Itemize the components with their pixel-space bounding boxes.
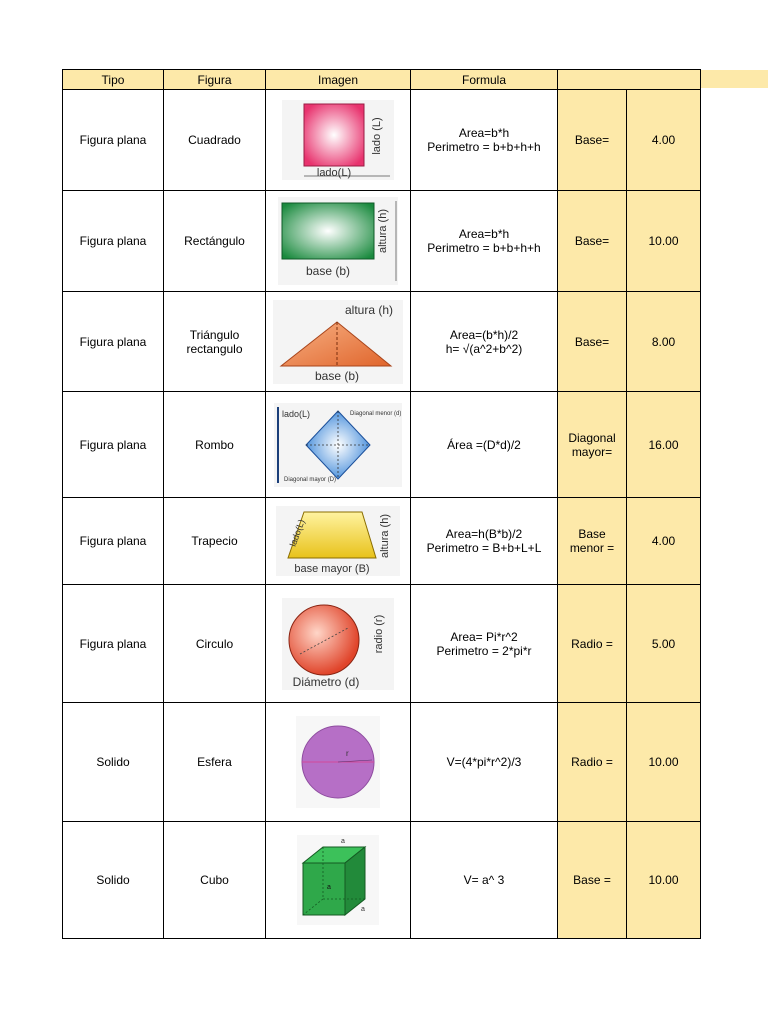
tipo-cell: Figura plana (63, 498, 164, 585)
formula-cell (411, 498, 558, 585)
param-label-cell (558, 392, 627, 498)
image-label: lado(L) (316, 167, 352, 179)
image-label: base mayor (B) (294, 563, 370, 575)
image-label: a (361, 906, 365, 913)
triangle-image (273, 300, 403, 384)
image-label: radio (r) (373, 614, 385, 653)
header-row (63, 70, 701, 90)
formula-line: Perimetro = 2*pi*r (436, 643, 532, 658)
sphere-image (296, 716, 380, 808)
image-label: lado(L) (287, 518, 307, 548)
param-label: menor = (569, 541, 615, 555)
table-row (63, 392, 701, 498)
param-label: mayor= (571, 444, 613, 459)
table-row (63, 822, 701, 939)
formula-line: Area=b*h (458, 126, 510, 140)
figura-cell: Rectángulo (164, 191, 266, 292)
param-value-cell: 10.00 (627, 191, 701, 292)
header-imagen: Imagen (266, 70, 411, 90)
imagen-cell (266, 90, 411, 191)
param-label-cell (558, 90, 627, 191)
rhombus-image (274, 403, 402, 487)
table-row (63, 191, 701, 292)
tipo-cell: Solido (63, 703, 164, 822)
param-value-cell: 8.00 (627, 292, 701, 392)
image-label: altura (h) (377, 208, 389, 254)
tipo-cell: Figura plana (63, 392, 164, 498)
figura-cell: Trapecio (164, 498, 266, 585)
param-label: Base = (573, 873, 611, 887)
image-label: a (327, 884, 331, 891)
image-label: r (346, 749, 349, 758)
figura-line: rectangulo (186, 341, 243, 356)
param-value-cell: 10.00 (627, 822, 701, 939)
image-label: base (b) (314, 368, 360, 383)
formula-cell (411, 822, 558, 939)
table-row (63, 292, 701, 392)
param-label: Base= (574, 234, 610, 248)
formula-line: Perimetro = b+b+h+h (427, 241, 541, 255)
image-label: Diámetro (d) (292, 674, 360, 689)
imagen-cell (266, 822, 411, 939)
figures-table (62, 69, 701, 939)
formula-cell (411, 90, 558, 191)
formula-line: Perimetro = b+b+h+h (427, 140, 541, 154)
param-label-cell (558, 191, 627, 292)
formula-cell (411, 191, 558, 292)
imagen-cell (266, 585, 411, 703)
formula-line: Area=(b*h)/2 (449, 327, 519, 342)
param-value-cell: 4.00 (627, 90, 701, 191)
formula-line: Area= Pi*r^2 (450, 629, 518, 644)
imagen-cell (266, 392, 411, 498)
formula-line: Area=b*h (458, 227, 510, 241)
formula-cell (411, 585, 558, 703)
param-label-cell (558, 292, 627, 392)
formula-line: V= a^ 3 (463, 873, 505, 887)
formula-cell (411, 392, 558, 498)
imagen-cell (266, 191, 411, 292)
figura-cell: Rombo (164, 392, 266, 498)
figura-cell: Cuadrado (164, 90, 266, 191)
header-formula: Formula (411, 70, 558, 90)
param-label: Radio = (571, 636, 613, 651)
formula-line: Area=h(B*b)/2 (445, 527, 523, 541)
formula-cell (411, 703, 558, 822)
param-value-cell: 5.00 (627, 585, 701, 703)
rectangle-image (278, 197, 398, 285)
formula-cell (411, 292, 558, 392)
table-row (63, 90, 701, 191)
tipo-cell: Solido (63, 822, 164, 939)
param-value-cell: 10.00 (627, 703, 701, 822)
figura-cell: Circulo (164, 585, 266, 703)
param-label-cell (558, 498, 627, 585)
param-label: Radio = (571, 755, 613, 769)
image-label: altura (h) (344, 302, 394, 317)
tipo-cell: Figura plana (63, 585, 164, 703)
param-value-cell: 16.00 (627, 392, 701, 498)
param-label-cell (558, 822, 627, 939)
image-label: a (341, 838, 345, 845)
imagen-cell (266, 703, 411, 822)
param-label: Base= (574, 133, 610, 147)
param-value-cell: 4.00 (627, 498, 701, 585)
header-figura: Figura (164, 70, 266, 90)
image-label: base (b) (305, 264, 351, 278)
imagen-cell (266, 498, 411, 585)
table-row (63, 703, 701, 822)
param-label-cell (558, 703, 627, 822)
header-extra (558, 70, 701, 90)
figura-line: Triángulo (189, 327, 240, 342)
square-image (282, 100, 394, 180)
image-label: Diagonal menor (d) (350, 410, 402, 417)
table-row (63, 498, 701, 585)
circle-image (282, 598, 394, 690)
param-label: Base= (574, 334, 610, 349)
imagen-cell (266, 292, 411, 392)
tipo-cell: Figura plana (63, 292, 164, 392)
param-label: Base (578, 527, 606, 541)
table-row (63, 585, 701, 703)
formula-line: Perimetro = B+b+L+L (426, 541, 542, 555)
formula-line: h= √(a^2+b^2) (445, 341, 523, 356)
param-label: Diagonal (568, 430, 616, 445)
param-label-cell (558, 585, 627, 703)
tipo-cell: Figura plana (63, 90, 164, 191)
figura-cell (164, 292, 266, 392)
image-label: lado (L) (371, 117, 383, 155)
image-label: lado(L) (282, 408, 311, 419)
trapezoid-image (276, 506, 400, 576)
image-label: altura (h) (379, 513, 391, 559)
image-label: Diagonal mayor (D) (284, 476, 337, 483)
figura-cell: Cubo (164, 822, 266, 939)
tipo-cell: Figura plana (63, 191, 164, 292)
formula-line: V=(4*pi*r^2)/3 (446, 755, 522, 769)
cube-image (297, 835, 379, 925)
formula-line: Área =(D*d)/2 (447, 437, 521, 452)
header-tipo: Tipo (63, 70, 164, 90)
figura-cell: Esfera (164, 703, 266, 822)
